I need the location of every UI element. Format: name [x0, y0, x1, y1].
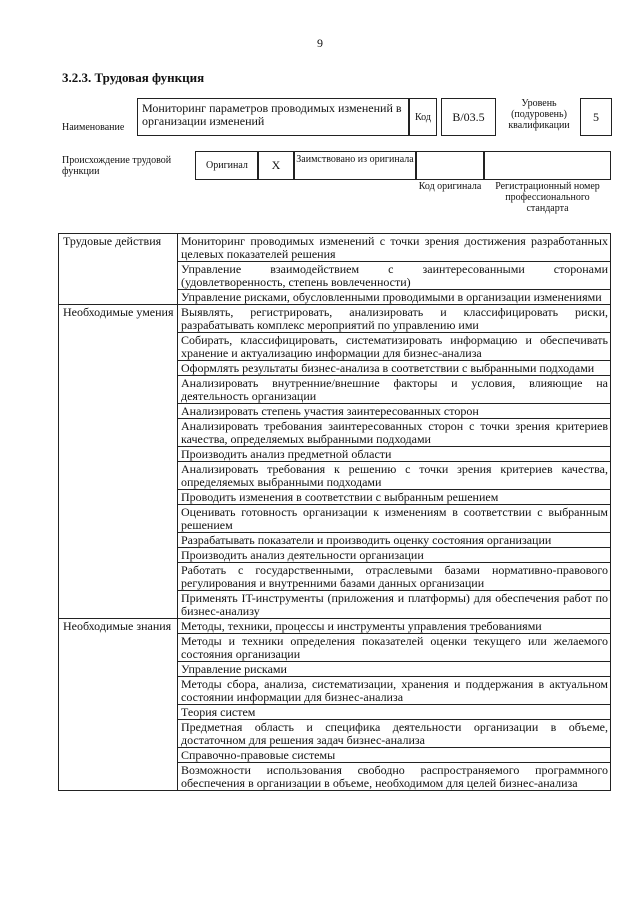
original-label: Оригинал: [206, 160, 248, 171]
reg-number-box: [484, 151, 611, 180]
section-title: 3.2.3. Трудовая функция: [62, 70, 205, 85]
code-caption: Код оригинала: [418, 181, 482, 192]
table-row: [59, 234, 611, 262]
code-value: B/03.5: [452, 109, 485, 124]
table-row: [59, 305, 611, 333]
table-row: [59, 619, 611, 634]
table-cell-item: Оформлять результаты бизнес-анализа в соответствии с выбранными подходами: [178, 361, 611, 376]
borrowed-box: [294, 151, 416, 180]
table-cell-item: Управление рисками: [178, 662, 611, 677]
table-cell-item: Собирать, классифицировать, систематизировать информацию и обеспечивать хранение и актуализацию информации для бизнес-анализа: [178, 333, 611, 361]
table-cell-item: Производить анализ предметной области: [178, 447, 611, 462]
reg-caption: Регистрационный номер профессионального стандарта: [495, 181, 600, 214]
level-value: 5: [593, 109, 599, 124]
original-box: [195, 151, 258, 180]
table-cell-item: Анализировать требования к решению с точки зрения критериев качества, определяемых выбранными подходами: [178, 462, 611, 490]
table-cell-item: Разрабатывать показатели и производить оценку состояния организации: [178, 533, 611, 548]
code-label-box: [409, 98, 437, 136]
table-cell-item: Мониторинг проводимых изменений с точки зрения достижения разработанных целевых показателей решения: [178, 234, 611, 262]
origin-label: Происхождение трудовой функции: [62, 155, 172, 177]
section-label: Трудовые действия: [59, 234, 178, 305]
table-cell-item: Справочно-правовые системы: [178, 748, 611, 763]
page-number: 9: [317, 36, 323, 50]
table-cell-item: Управление рисками, обусловленными проводимыми в организации изменениями: [178, 290, 611, 305]
table-cell-item: Анализировать степень участия заинтересованных сторон: [178, 404, 611, 419]
section-label: Необходимые знания: [59, 619, 178, 791]
table-cell-item: Предметная область и специфика деятельности организации в объеме, достаточном для решения задач бизнес-анализа: [178, 720, 611, 748]
level-value-box: [580, 98, 612, 136]
section-label: Необходимые умения: [59, 305, 178, 619]
function-name: Мониторинг параметров проводимых изменений в организации изменений: [142, 101, 402, 128]
function-name-box: [137, 98, 409, 136]
table-cell-item: Оценивать готовность организации к изменениям в соответствии с выбранным решением: [178, 505, 611, 533]
borrowed-label: Заимствовано из оригинала: [296, 154, 414, 165]
code-value-box: [441, 98, 496, 136]
table-cell-item: Методы сбора, анализа, систематизации, хранения и поддержания в актуальном состоянии информации для бизнес-анализа: [178, 677, 611, 705]
table-cell-item: Управление взаимодействием с заинтересованными сторонами (удовлетворенность, степень вовлеченности): [178, 262, 611, 290]
table-cell-item: Анализировать внутренние/внешние факторы и условия, влияющие на деятельность организации: [178, 376, 611, 404]
labor-function-table: [58, 233, 611, 791]
original-code-box: [416, 151, 484, 180]
table-cell-item: Теория систем: [178, 705, 611, 720]
level-label: Уровень (подуровень) квалификации: [508, 98, 570, 131]
table-cell-item: Методы и техники определения показателей оценки текущего или желаемого состояния организации: [178, 634, 611, 662]
original-mark: X: [271, 158, 281, 172]
table-cell-item: Анализировать требования заинтересованных сторон с точки зрения критериев качества, определяемых выбранными подходами: [178, 419, 611, 447]
table-cell-item: Проводить изменения в соответствии с выбранным решением: [178, 490, 611, 505]
table-cell-item: Методы, техники, процессы и инструменты управления требованиями: [178, 619, 611, 634]
original-mark-box: [258, 151, 294, 180]
table-cell-item: Возможности использования свободно распространяемого программного обеспечения в организации в объеме, необходимом для целей бизнес-анализа: [178, 763, 611, 791]
code-label: Код: [415, 111, 431, 123]
table-cell-item: Выявлять, регистрировать, анализировать и классифицировать риски, разрабатывать комплекс мероприятий по управлению ими: [178, 305, 611, 333]
table-cell-item: Применять IT-инструменты (приложения и платформы) для обеспечения работ по бизнес-анализу: [178, 591, 611, 619]
table-cell-item: Производить анализ деятельности организации: [178, 548, 611, 563]
table-cell-item: Работать с государственными, отраслевыми базами нормативно-правового регулирования и внутренними базами данных организации: [178, 563, 611, 591]
name-label: Наименование: [62, 122, 125, 133]
